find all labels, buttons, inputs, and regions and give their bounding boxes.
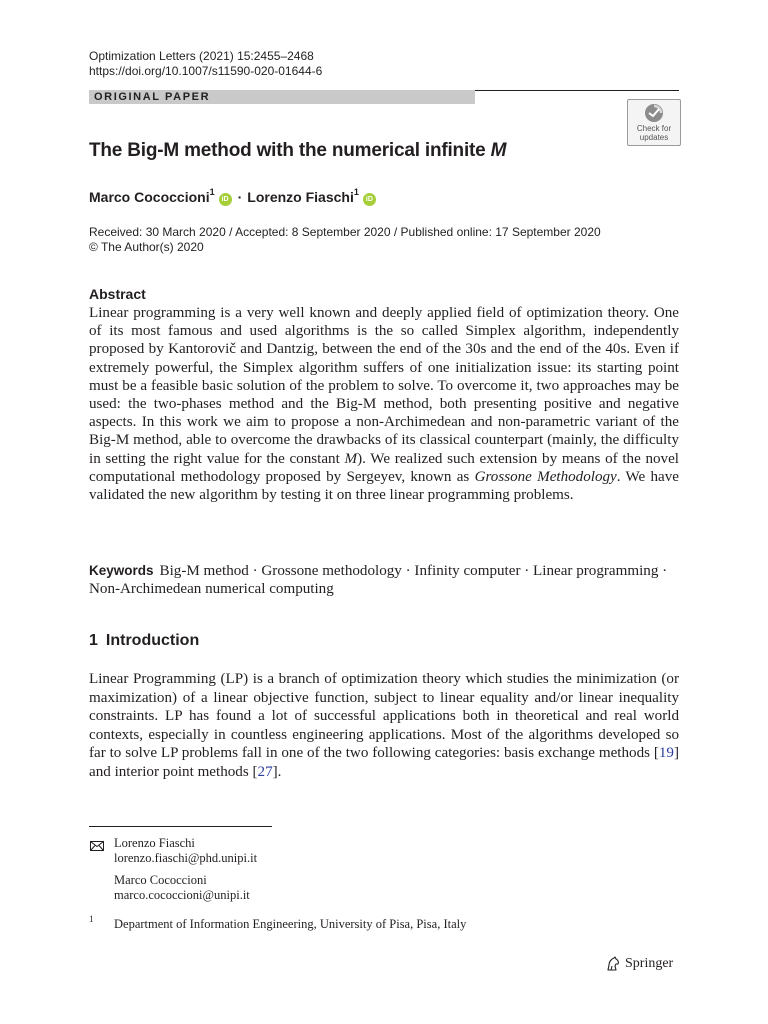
abstract-body <box>89 304 679 504</box>
intro-text: Linear Programming (LP) is a branch of optimization theory which studies the minimization (or maximization) of a linear objective function, subject to linear equality and/or linear inequality constraints. LP has found a lot of successful applications both in theoretical and real world contexts, especially in countless engineering applications. Most of the algorithms developed so far to solve LP problems fall in one of the two following categories: basis exchange methods [ <box>89 671 679 762</box>
footnote-rule <box>89 826 272 827</box>
title-text: The Big-M method with the numerical infinite <box>89 140 486 161</box>
doi-link[interactable]: https://doi.org/10.1007/s11590-020-01644-6 <box>89 64 323 78</box>
copyright-notice: © The Author(s) 2020 <box>89 240 204 254</box>
check-for-updates-badge[interactable] <box>627 99 681 146</box>
keywords-label: Keywords <box>89 563 154 578</box>
author-separator: · <box>237 189 243 205</box>
section-title: Introduction <box>105 632 200 649</box>
author-list: Marco Cococcioni $^1$ iD · Lorenzo Fiaschi $^1$ iD <box>89 187 380 207</box>
publisher-name: Springer <box>625 956 674 971</box>
springer-horse-icon <box>605 956 621 972</box>
corresponding-author-email[interactable]: lorenzo.fiaschi@phd.unipi.it <box>114 851 258 865</box>
intro-text: ] and interior point methods [ <box>89 745 679 780</box>
keywords-text: Big-M method · Grossone methodology · Infinity computer · Linear programming · Non-Archimedean numerical computing <box>89 563 668 598</box>
author-name[interactable]: Marco Cococcioni <box>89 189 210 205</box>
section-heading <box>89 631 199 651</box>
check-updates-icon <box>643 103 665 123</box>
publisher-logo <box>605 955 673 973</box>
citation-link[interactable]: 27 <box>257 763 273 780</box>
abstract-italic-m: M <box>344 450 358 467</box>
intro-text: ]. <box>272 763 282 780</box>
check-updates-label: Check for updates <box>636 124 672 142</box>
orcid-icon[interactable]: iD <box>363 193 376 206</box>
orcid-icon[interactable]: iD <box>219 193 232 206</box>
paper-title <box>89 139 506 163</box>
envelope-icon <box>90 838 104 856</box>
section-number: 1 <box>89 632 98 649</box>
abstract-text: Linear programming is a very well known and deeply applied field of optimization theory. One of its most famous and used algorithms is the so called Simplex algorithm, independently proposed by Kantorovič and Dantzig, between the end of the 30s and the end of the 40s. Even if extremely powerful, the Simplex algorithm suffers of one initialization issue: its starting point must be a feasible basic solution of the problem to solve. To overcome it, two approaches may be used: the two-phases method and the Big-M method, both presenting positive and negative aspects. In this work we aim to propose a non-Archimedean and non-parametric variant of the Big-M method, able to overcome the drawbacks of its classical counterpart (mainly, the difficulty in setting the right value for the constant <box>89 305 679 467</box>
citation-link[interactable]: 19 <box>658 745 674 762</box>
coauthor-name: Marco Cococcioni <box>114 873 207 887</box>
publication-dates: Received: 30 March 2020 / Accepted: 8 September 2020 / Published online: 17 September 2020 <box>89 225 601 239</box>
abstract-italic-method: Grossone Methodology <box>474 468 617 485</box>
abstract-heading: Abstract <box>89 286 146 302</box>
coauthor-email[interactable]: marco.cococcioni@unipi.it <box>114 888 250 902</box>
abstract-text: ). We realized such extension by means of the novel computational methodology proposed by Sergeyev, known as <box>89 450 679 485</box>
journal-citation: Optimization Letters (2021) 15:2455–2468 <box>89 49 314 63</box>
keywords <box>89 562 679 598</box>
affiliation-text: Department of Information Engineering, University of Pisa, Pisa, Italy <box>114 917 467 931</box>
abstract-text: . We have validated the new algorithm by testing it on three linear programming problems. <box>89 468 680 504</box>
paper-type-label: ORIGINAL PAPER <box>94 91 211 103</box>
introduction-body <box>89 670 679 782</box>
corresponding-author-name: Lorenzo Fiaschi <box>114 836 195 850</box>
title-italic-m: M <box>490 140 507 161</box>
header-rule <box>475 90 679 91</box>
author-name[interactable]: Lorenzo Fiaschi <box>247 189 354 205</box>
affiliation-number: 1 <box>89 914 94 924</box>
